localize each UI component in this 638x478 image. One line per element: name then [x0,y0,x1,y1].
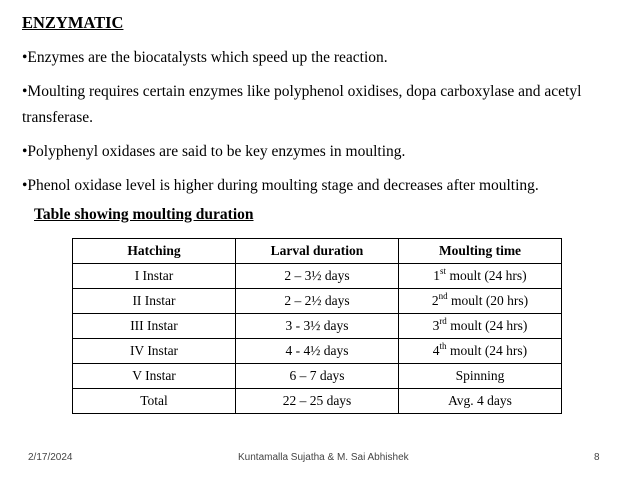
table-caption: Table showing moulting duration [34,206,254,223]
cell-hatching: V Instar [73,364,236,389]
table-row [73,339,562,364]
bullet-item: •Phenol oxidase level is higher during moulting stage and decreases after moulting. [22,177,539,194]
table-row [73,389,562,414]
cell-larval-duration: 2 – 2½ days [236,289,399,314]
page-number: 8 [594,452,600,463]
cell-hatching: I Instar [73,264,236,289]
header-larval-duration: Larval duration [236,239,399,264]
footer-author: Kuntamalla Sujatha & M. Sai Abhishek [238,452,409,463]
bullet-item: •Polyphenyl oxidases are said to be key enzymes in moulting. [22,143,406,160]
cell-moulting-time [399,314,562,339]
cell-moulting-time [399,289,562,314]
cell-moulting-time [399,264,562,289]
cell-hatching: II Instar [73,289,236,314]
cell-larval-duration: 22 – 25 days [236,389,399,414]
cell-larval-duration: 3 - 3½ days [236,314,399,339]
ordinal-suffix: rd [439,316,447,326]
ordinal-suffix: nd [438,291,448,301]
ordinal-suffix: th [439,341,447,351]
moult-text: moult (24 hrs) [446,268,527,283]
cell-moulting-time [399,389,562,414]
table-row [73,364,562,389]
ordinal-suffix: st [440,266,447,276]
header-hatching: Hatching [73,239,236,264]
cell-hatching: IV Instar [73,339,236,364]
moult-text: Spinning [455,368,505,383]
moult-text: Avg. 4 days [448,393,512,408]
header-moulting-time: Moulting time [399,239,562,264]
bullet-list [22,45,622,199]
cell-larval-duration: 4 - 4½ days [236,339,399,364]
table-header-row [73,239,562,264]
moult-number: 2 [431,293,439,308]
moult-text: moult (24 hrs) [446,343,528,358]
bullet-item: •Moulting requires certain enzymes like polyphenol oxidises, dopa carboxylase and acetyl transferase. [22,83,582,126]
cell-hatching: Total [73,389,236,414]
bullet-item: •Enzymes are the biocatalysts which speed up the reaction. [22,49,388,66]
slide-title: ENZYMATIC [22,13,124,32]
moult-number: 3 [432,318,440,333]
cell-hatching: III Instar [73,314,236,339]
footer-date: 2/17/2024 [28,452,73,463]
table-row [73,289,562,314]
moult-number: 1 [433,268,441,283]
cell-larval-duration: 2 – 3½ days [236,264,399,289]
moulting-table [72,238,562,414]
table-row [73,314,562,339]
moult-text: moult (20 hrs) [447,293,529,308]
cell-larval-duration: 6 – 7 days [236,364,399,389]
moult-number: 4 [432,343,440,358]
table-row [73,264,562,289]
moult-text: moult (24 hrs) [446,318,528,333]
cell-moulting-time [399,339,562,364]
cell-moulting-time [399,364,562,389]
